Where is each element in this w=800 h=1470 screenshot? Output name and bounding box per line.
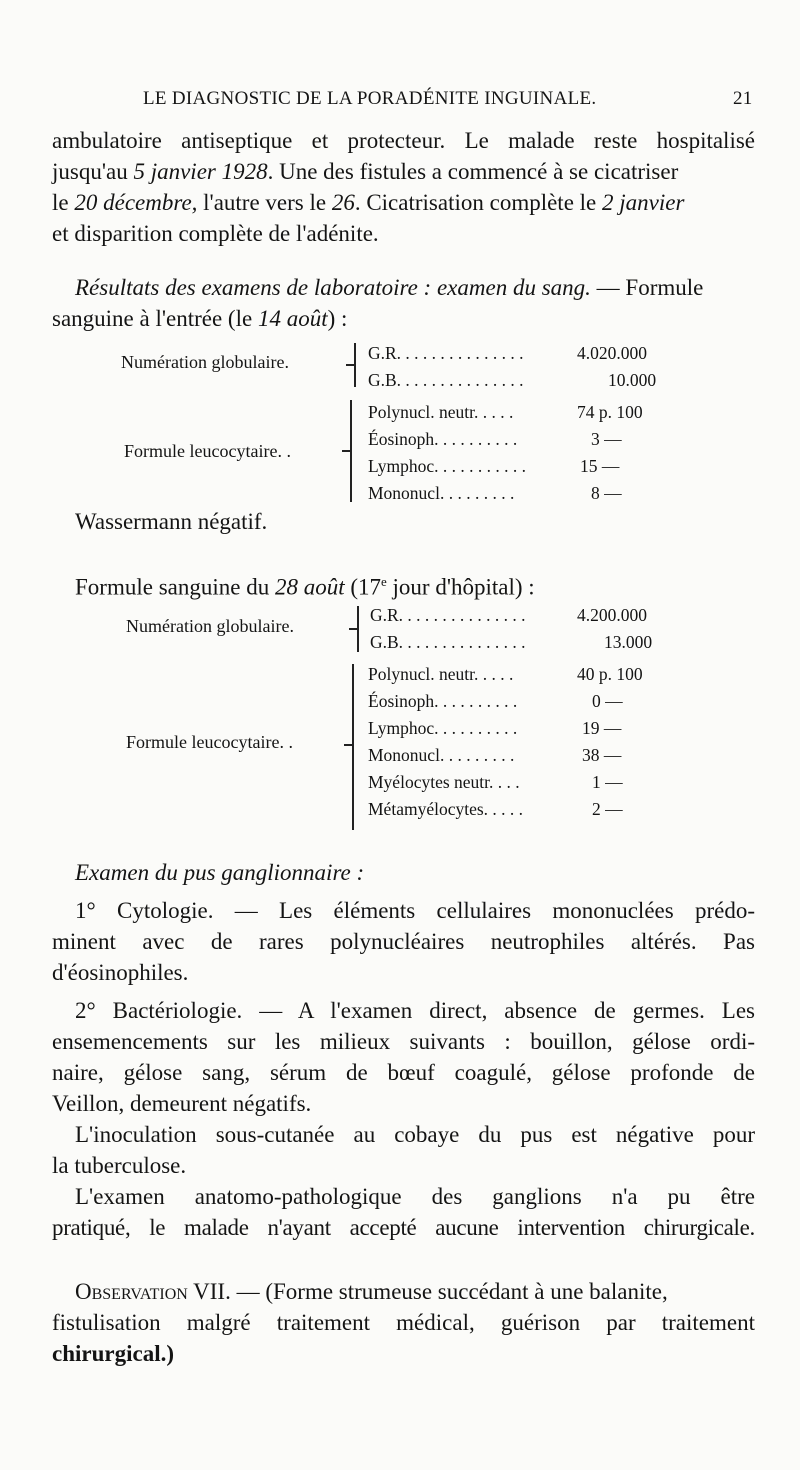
pus-heading: Examen du pus ganglionnaire : — [75, 860, 365, 885]
f2-leuco-name-2: Lymphoc. . . . . . . . . . — [368, 718, 518, 738]
f2-leuco-name-5: Métamyélocytes. . . . . — [368, 799, 524, 819]
page-number: 21 — [733, 88, 753, 109]
f2-leuco-value-3: 38 — — [582, 745, 622, 765]
inoculation-line-1: L'inoculation sous-cutanée au cobaye du pus est négative pour — [75, 1122, 755, 1147]
f1-leuco-value-3: 8 — — [591, 483, 622, 503]
f1-leuco-name-1: Éosinoph. . . . . . . . . . — [368, 429, 518, 449]
f1-leuco-value-2: 15 — — [580, 456, 620, 476]
f1-gr-name: G.R. . . . . . . . . . . . . . . — [368, 343, 524, 363]
anatomo-line-1: L'examen anatomo-pathologique des ganglions n'a pu être — [75, 1184, 755, 1209]
f2-gr-value: 4.200.000 — [577, 605, 647, 625]
f2-leuco-value-0: 40 p. 100 — [577, 664, 643, 684]
f2-leuco-name-0: Polynucl. neutr. . . . . — [368, 664, 514, 684]
f1-leuco-brace — [350, 400, 352, 502]
f2-numeration-brace — [357, 606, 359, 652]
f2-numeration-label: Numération globulaire. — [126, 616, 294, 636]
running-head-title: LE DIAGNOSTIC DE LA PORADÉNITE INGUINALE. — [143, 88, 597, 109]
cytology-line-3: d'éosinophiles. — [52, 960, 189, 985]
f1-leuco-name-0: Polynucl. neutr. . . . . — [368, 402, 514, 422]
f1-gb-name: G.B. . . . . . . . . . . . . . . — [368, 370, 524, 390]
f2-gb-name: G.B. . . . . . . . . . . . . . . — [370, 632, 526, 652]
intro-line-1: ambulatoire antiseptique et protecteur. Le malade reste hospitalisé — [52, 128, 755, 153]
f2-leuco-name-3: Mononucl. . . . . . . . . — [368, 745, 515, 765]
intro-line-4: et disparition complète de l'adénite. — [52, 221, 379, 246]
f2-leuco-value-4: 1 — — [592, 772, 623, 792]
f2-leuco-label: Formule leucocytaire. . — [126, 732, 293, 752]
f2-gr-name: G.R. . . . . . . . . . . . . . . — [370, 605, 526, 625]
intro-line-3: le 20 décembre, l'autre vers le 26. Cicatrisation complète le 2 janvier — [52, 190, 685, 215]
anatomo-line-2: pratiqué, le malade n'ayant accepté aucune intervention chirurgicale. — [52, 1215, 755, 1240]
cytology-line-2: minent avec de rares polynucléaires neutrophiles altérés. Pas — [52, 929, 755, 954]
f1-gb-value: 10.000 — [608, 370, 657, 390]
formula2-heading: Formule sanguine du 28 août (17e jour d'hôpital) : — [75, 574, 535, 600]
bacteriology-line-3: naire, gélose sang, sérum de bœuf coagulé, gélose profonde de — [52, 1060, 755, 1085]
f1-leuco-label: Formule leucocytaire. . — [124, 441, 291, 461]
observation-line-1: Observation VII. — (Forme strumeuse succédant à une balanite, — [75, 1279, 668, 1304]
cytology-line-1: 1° Cytologie. — Les éléments cellulaires mononuclées prédo- — [75, 898, 755, 923]
f1-leuco-value-1: 3 — — [591, 429, 622, 449]
f2-leuco-brace — [352, 664, 354, 830]
observation-label: Observation VII. — [75, 1279, 231, 1304]
f1-gr-value: 4.020.000 — [577, 343, 647, 363]
f2-gb-value: 13.000 — [604, 632, 653, 652]
f2-leuco-value-1: 0 — — [592, 691, 623, 711]
results-heading: Résultats des examens de laboratoire : examen du sang. — Formule — [75, 275, 704, 300]
inoculation-line-2: la tuberculose. — [52, 1153, 187, 1178]
f1-leuco-name-3: Mononucl. . . . . . . . . — [368, 483, 515, 503]
f2-leuco-name-4: Myélocytes neutr. . . . — [368, 772, 520, 792]
bacteriology-line-2: ensemencements sur les milieux suivants : bouillon, gélose ordi- — [52, 1029, 755, 1054]
bacteriology-line-4: Veillon, demeurent négatifs. — [52, 1091, 312, 1116]
bacteriology-line-1: 2° Bactériologie. — A l'examen direct, absence de germes. Les — [75, 998, 755, 1023]
f2-leuco-value-2: 19 — — [582, 718, 622, 738]
observation-line-2: fistulisation malgré traitement médical, guérison par traitement — [52, 1310, 755, 1335]
f1-leuco-name-2: Lymphoc. . . . . . . . . . . — [368, 456, 526, 476]
f1-leuco-value-0: 74 p. 100 — [577, 402, 643, 422]
observation-line-3: chirurgical.) — [52, 1341, 174, 1366]
wassermann: Wassermann négatif. — [75, 509, 268, 534]
f1-numeration-label: Numération globulaire. — [121, 352, 289, 372]
intro-line-2: jusqu'au 5 janvier 1928. Une des fistules a commencé à se cicatriser — [52, 159, 679, 184]
results-line-2: sanguine à l'entrée (le 14 août) : — [52, 306, 348, 331]
f1-numeration-brace — [354, 343, 356, 387]
f2-leuco-name-1: Éosinoph. . . . . . . . . . — [368, 691, 518, 711]
f2-leuco-value-5: 2 — — [592, 799, 623, 819]
